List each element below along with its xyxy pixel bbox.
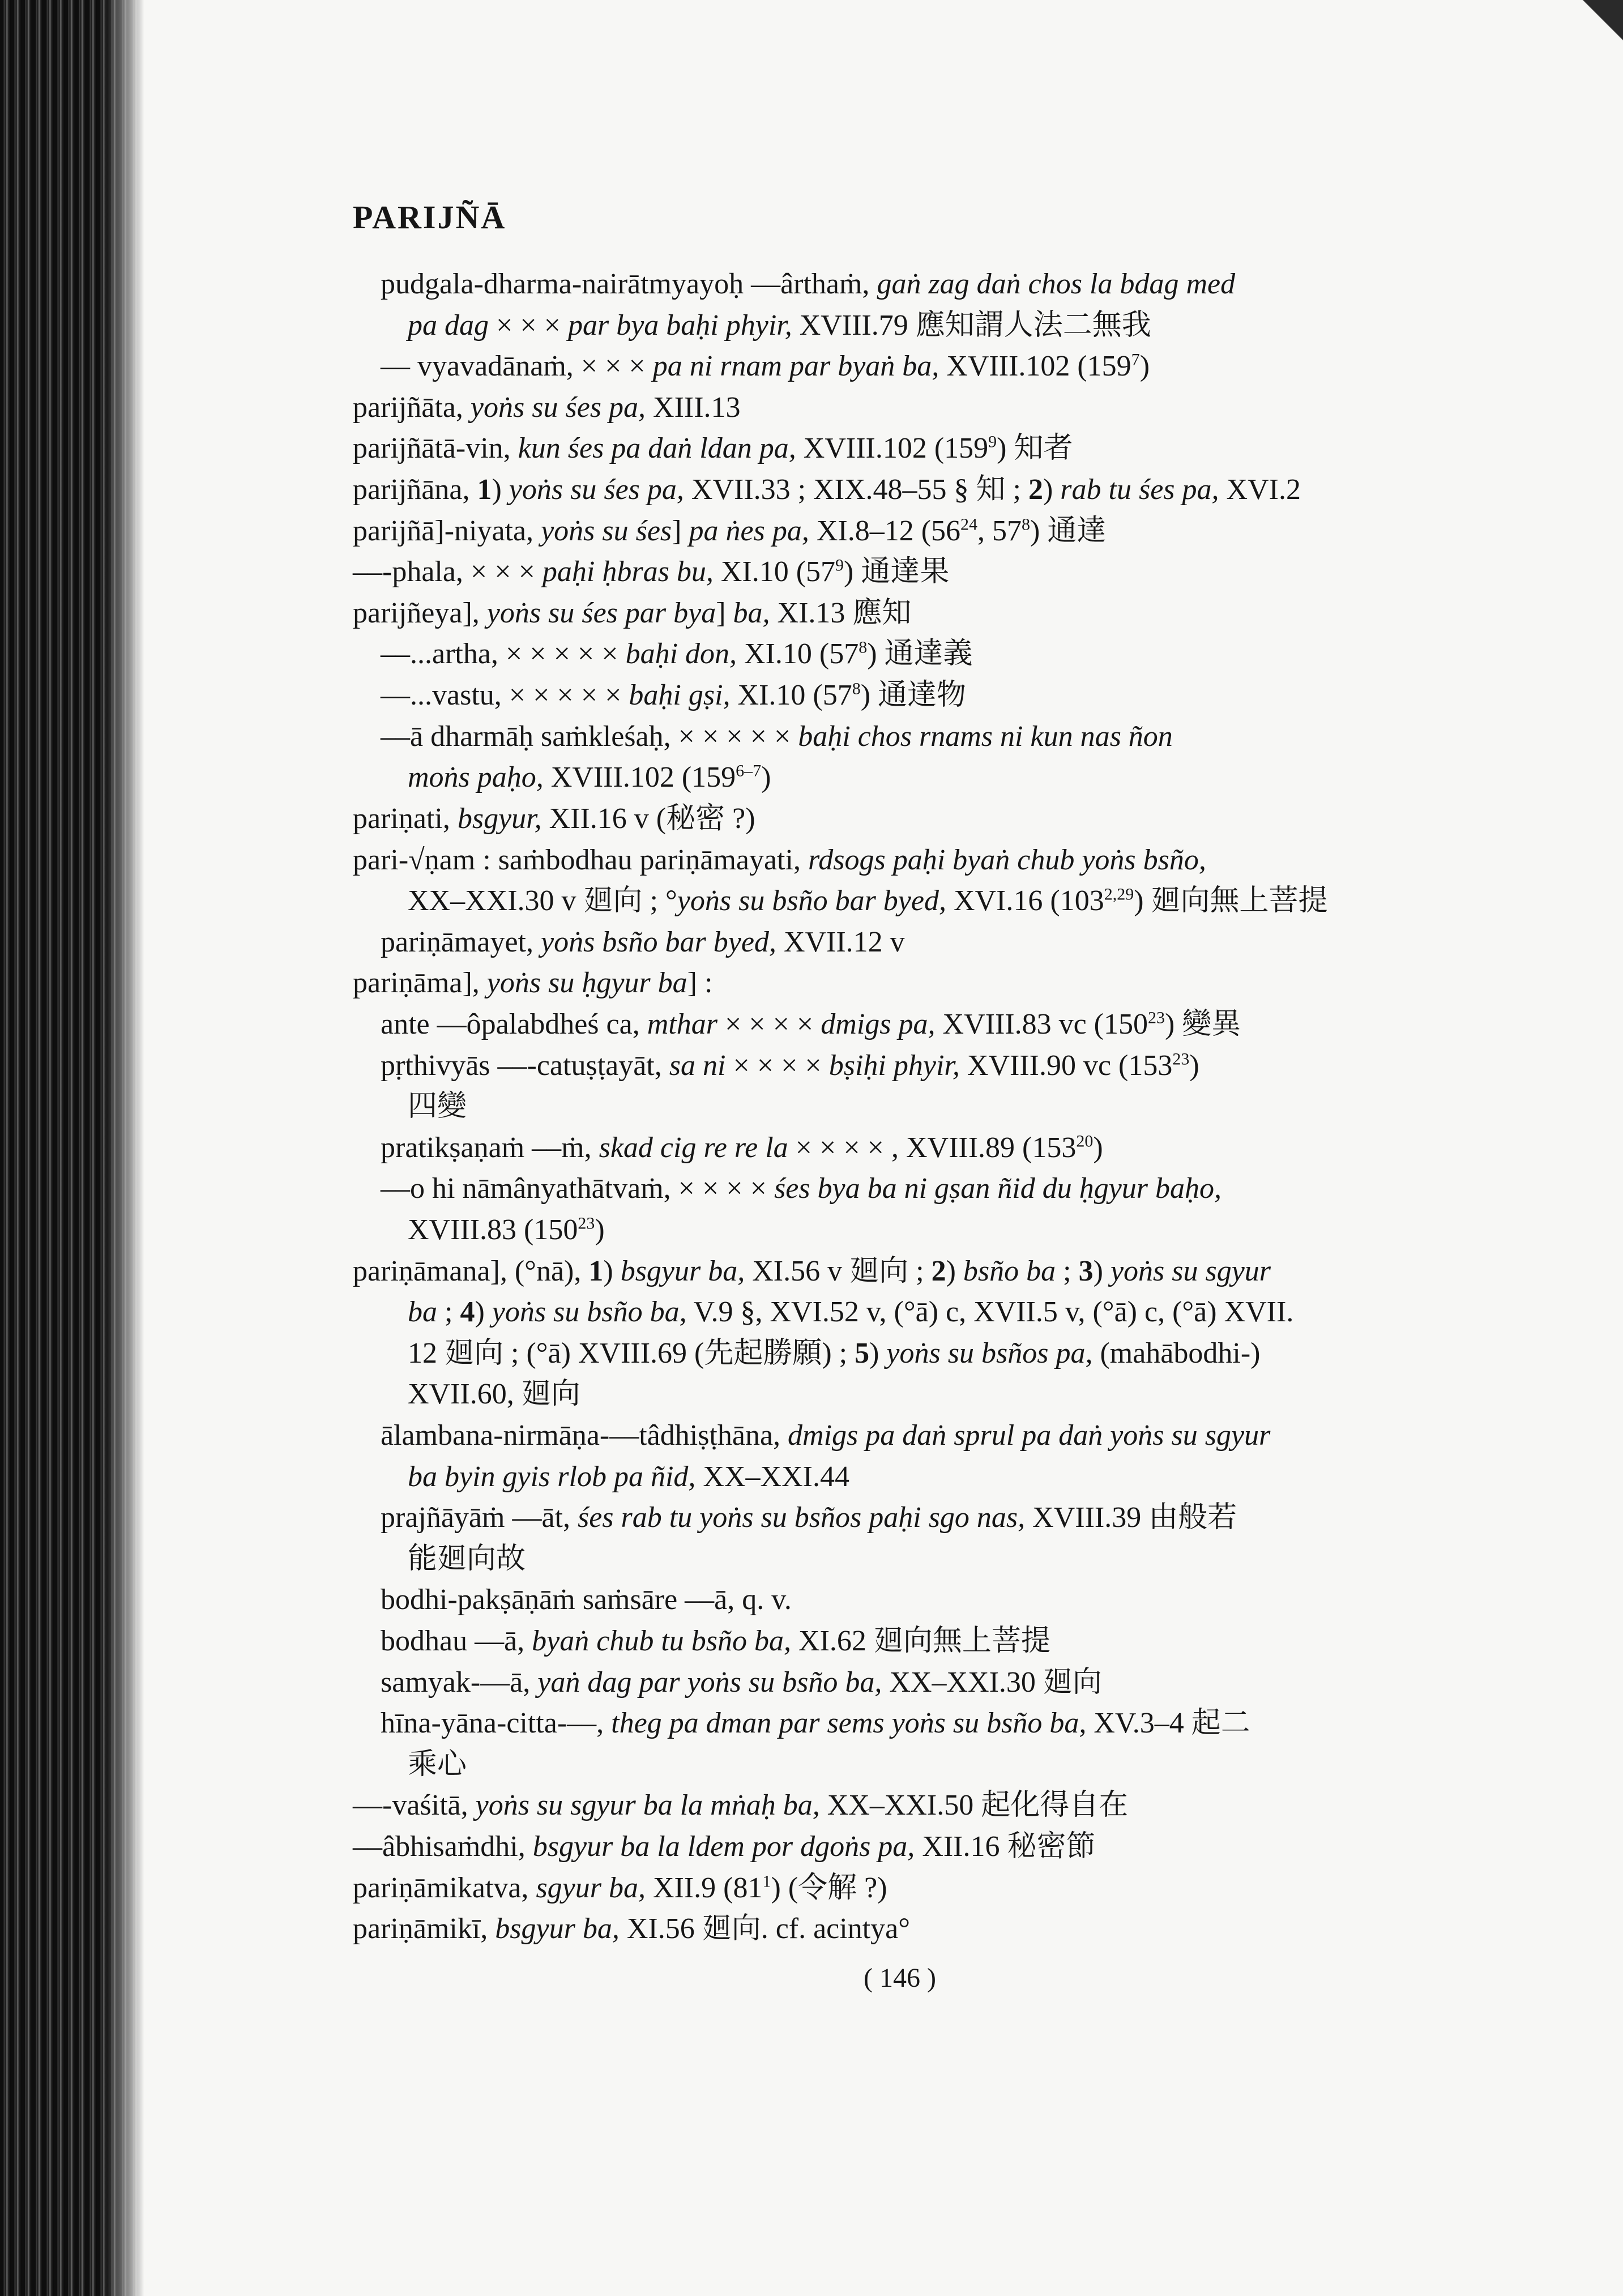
entry-line: ba ; 4) yoṅs su bsño ba, V.9 §, XVI.52 v, (°ā) c, XVII.5 v, (°ā) c, (°ā) XVII. <box>408 1296 1294 1328</box>
entry-line: pariṇāmikī, bsgyur ba, XI.56 廻向. cf. acintya° <box>353 1913 911 1945</box>
entry-line: bodhi-pakṣāṇāṁ saṁsāre ––ā, q. v. <box>381 1584 792 1616</box>
page-number: ( 146 ) <box>864 1963 936 1993</box>
entry-line: XVIII.83 $(150^{23})$ <box>408 1214 605 1246</box>
entry-line: ––âbhisaṁdhi, bsgyur ba la ldem por dgoṅs pa, XII.16 秘密節 <box>353 1830 1096 1863</box>
entry-line: ––ā dharmāḥ saṁkleśaḥ, × × × × × baḥi chos rnams ni kun nas ñon <box>381 720 1173 753</box>
entry-line: ––-phala, × × × paḥi ḥbras bu, XI.10 $(57^9)$ 通達果 <box>353 556 950 588</box>
entry-line: pariṇati, bsgyur, XII.16 v (秘密 ?) <box>353 803 755 835</box>
entry-line: 四變 <box>408 1090 467 1123</box>
entry-line: 能廻向故 <box>408 1543 526 1575</box>
entry-line: pratikṣaṇaṁ ––ṁ, skad cig re re la × × × × , XVIII.89 $(153^{20})$ <box>381 1132 1103 1164</box>
entry-line: bodhau ––ā, byaṅ chub tu bsño ba, XI.62 廻向無上菩提 <box>381 1625 1050 1657</box>
entry-line: parijñā]-niyata, yoṅs su śes] pa ṅes pa, XI.8–12 ($56^{24}$, $57^8$) 通達 <box>353 515 1107 547</box>
entry-line: 12 廻向 ; (°ā) XVIII.69 (先起勝願) ; 5) yoṅs su bsños pa, (mahābodhi-) <box>408 1337 1261 1369</box>
entry-line: pariṇāmikatva, sgyur ba, XII.9 $(81^1)$ (令解 ?) <box>353 1872 887 1904</box>
entry-line: ba byin gyis rlob pa ñid, XX–XXI.44 <box>408 1461 849 1493</box>
entry-line: ante ––ôpalabdheś ca, mthar × × × × dmigs pa, XVIII.83 vc $(150^{23})$ 變異 <box>381 1008 1241 1040</box>
entry-line: hīna-yāna-citta-––, theg pa dman par sems yoṅs su bsño ba, XV.3–4 起二 <box>381 1707 1250 1739</box>
entry-line: ––o hi nāmânyathātvaṁ, × × × × śes bya ba ni gṣan ñid du ḥgyur baḥo, <box>381 1172 1222 1205</box>
entry-line: pṛthivyās ––-catuṣṭayāt, sa ni × × × × bṣiḥi phyir, XVIII.90 vc $(153^{23})$ <box>381 1049 1199 1082</box>
entry-line: –– vyavadānaṁ, × × × pa ni rnam par byaṅ ba, XVIII.102 $(159^7)$ <box>381 350 1150 382</box>
entry-line: pariṇāmayet, yoṅs bsño bar byed, XVII.12 v <box>381 926 905 958</box>
entry-line: parijñāna, 1) yoṅs su śes pa, XVII.33 ; XIX.48–55 § 知 ; 2) rab tu śes pa, XVI.2 <box>353 473 1301 506</box>
entry-line: samyak-––ā, yaṅ dag par yoṅs su bsño ba, XX–XXI.30 廻向 <box>381 1666 1102 1698</box>
entry-line: parijñāta, yoṅs su śes pa, XIII.13 <box>353 391 741 424</box>
entry-line: XVII.60, 廻向 <box>408 1378 580 1410</box>
entry-line: pari-√ṇam : saṁbodhau pariṇāmayati, rdsogs paḥi byaṅ chub yoṅs bsño, <box>353 844 1206 876</box>
entry-line: XX–XXI.30 v 廻向 ; °yoṅs su bsño bar byed, XVI.16 (103$^{2,29}$) 廻向無上菩提 <box>408 885 1328 917</box>
page-heading: PARIJÑĀ <box>353 199 507 236</box>
entry-line: ālambana-nirmāṇa-––tâdhiṣṭhāna, dmigs pa daṅ sprul pa daṅ yoṅs su sgyur <box>381 1419 1271 1452</box>
entry-line: parijñeya], yoṅs su śes par bya] ba, XI.13 應知 <box>353 597 912 629</box>
entry-line: pudgala-dharma-nairātmyayoḥ ––ârthaṁ, gaṅ zag daṅ chos la bdag med <box>381 268 1236 300</box>
entry-line: pariṇāmana], (°nā), 1) bsgyur ba, XI.56 v 廻向 ; 2) bsño ba ; 3) yoṅs su sgyur <box>353 1255 1271 1287</box>
entry-line: ––...vastu, × × × × × baḥi gṣi, XI.10 $(57^8)$ 通達物 <box>381 679 967 711</box>
entry-line: moṅs paḥo, XVIII.102 (159$^{6-7}$) <box>408 761 771 793</box>
entry-line: ––...artha, × × × × × baḥi don, XI.10 $(57^8)$ 通達義 <box>381 638 973 670</box>
entry-line: ––-vaśitā, yoṅs su sgyur ba la mṅaḥ ba, XX–XXI.50 起化得自在 <box>353 1789 1129 1821</box>
entry-line: pa dag × × × par bya baḥi phyir, XVIII.79 應知謂人法二無我 <box>408 309 1151 342</box>
entry-line: parijñātā-vin, kun śes pa daṅ ldan pa, XVIII.102 $(159^9)$ 知者 <box>353 432 1073 464</box>
entry-line: 乘心 <box>408 1748 467 1781</box>
entry-line: prajñāyāṁ ––āt, śes rab tu yoṅs su bsños paḥi sgo nas, XVIII.39 由般若 <box>381 1501 1237 1534</box>
entry-line: pariṇāma], yoṅs su ḥgyur ba] : <box>353 967 713 999</box>
